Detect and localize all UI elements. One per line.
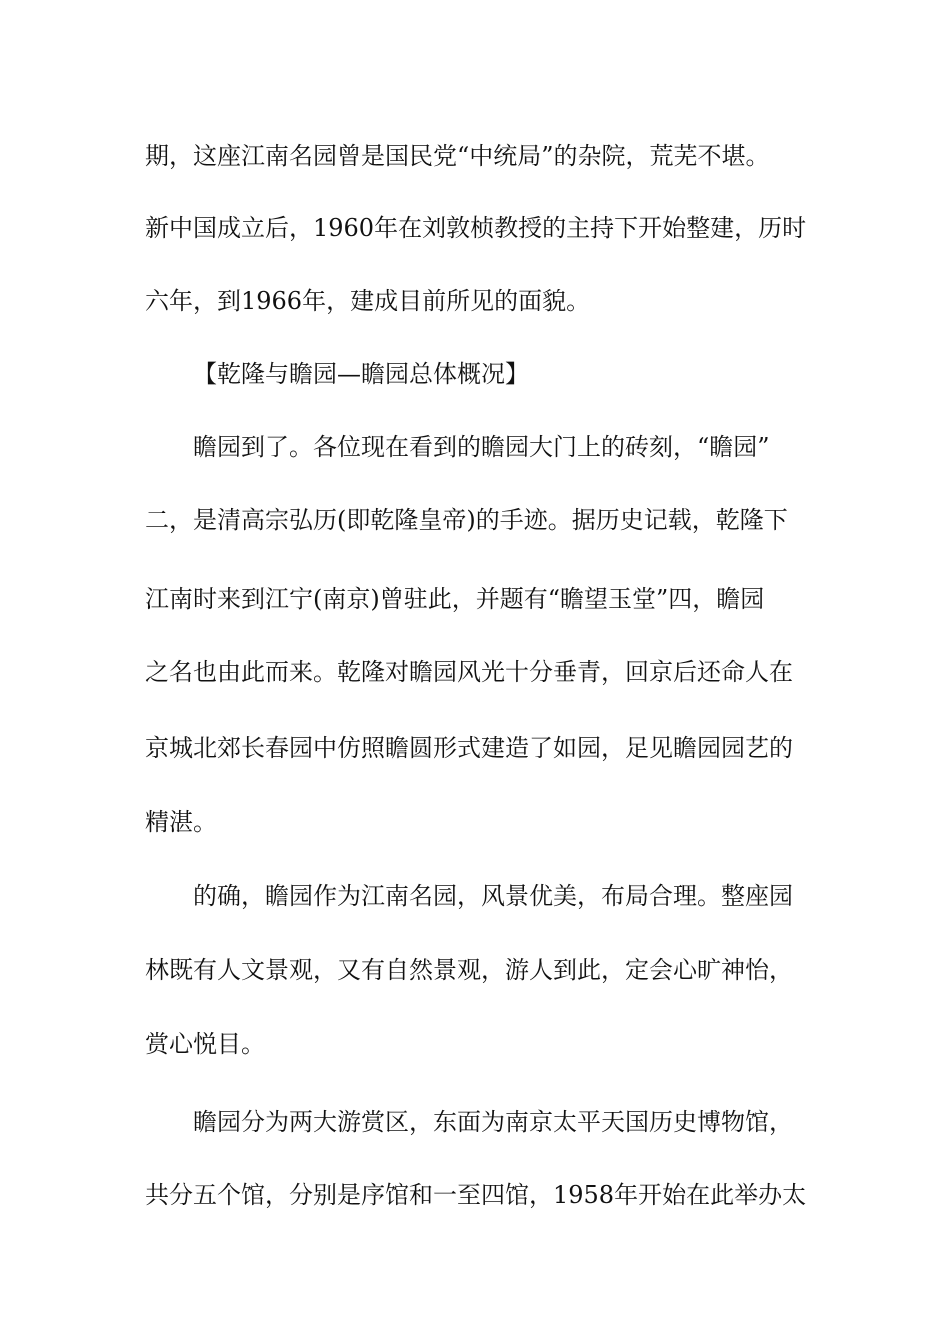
text-line: 江南时来到江宁(南京)曾驻此，并题有“瞻望玉堂”四，瞻园 (145, 585, 765, 613)
text-line: 共分五个馆，分别是序馆和一至四馆，1958年开始在此举办太 (145, 1181, 807, 1209)
text-line: 瞻园分为两大游赏区，东面为南京太平天国历史博物馆， (193, 1108, 793, 1136)
text-line: 之名也由此而来。乾隆对瞻园风光十分垂青，回京后还命人在 (145, 658, 793, 686)
text-line: 京城北郊长春园中仿照瞻圆形式建造了如园，足见瞻园园艺的 (145, 734, 793, 762)
text-line: 瞻园到了。各位现在看到的瞻园大门上的砖刻，“瞻园” (193, 433, 770, 461)
text-line: 林既有人文景观，又有自然景观，游人到此，定会心旷神怡， (145, 956, 793, 984)
text-line: 六年，到1966年，建成目前所见的面貌。 (145, 287, 591, 315)
text-line: 新中国成立后，1960年在刘敦桢教授的主持下开始整建，历时 (145, 214, 807, 242)
text-line: 精湛。 (145, 808, 217, 836)
text-line: 的确，瞻园作为江南名园，风景优美，布局合理。整座园 (193, 882, 793, 910)
text-line: 二，是清高宗弘历(即乾隆皇帝)的手迹。据历史记载，乾隆下 (145, 506, 788, 534)
section-heading: 【乾隆与瞻园—瞻园总体概况】 (193, 360, 529, 388)
text-line: 期，这座江南名园曾是国民党“中统局”的杂院，荒芜不堪。 (145, 142, 770, 170)
text-line: 赏心悦目。 (145, 1030, 265, 1058)
